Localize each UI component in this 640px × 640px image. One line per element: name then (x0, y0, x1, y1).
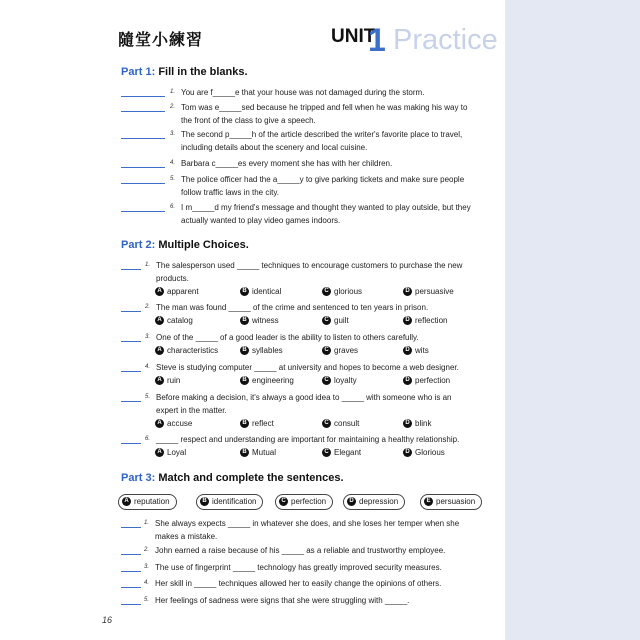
option-text: syllables (252, 346, 283, 355)
part2-q3-text: One of the _____ of a good leader is the ability to listen to others carefully. (156, 333, 419, 342)
part2-q2-text: The man was found _____ of the crime and sentenced to ten years in prison. (156, 303, 429, 312)
part2-q6-answer-blank[interactable] (121, 443, 141, 444)
word-text: persuasion (436, 497, 476, 506)
part2-q1-option[interactable] (240, 287, 281, 296)
side-margin-panel (505, 0, 640, 640)
part1-q2-text: the front of the class to give a speech. (181, 116, 316, 125)
option-text: reflect (252, 419, 274, 428)
part2-q5-answer-blank[interactable] (121, 401, 141, 402)
word-bank-item-persuasion[interactable] (420, 494, 482, 510)
part1-label: Part 1: (121, 66, 156, 78)
word-letter-badge: E (424, 497, 433, 506)
option-letter-badge: C (322, 316, 331, 325)
part3-q4-text: Her skill in _____ techniques allowed her to easily change the opinions of others. (155, 579, 442, 588)
option-text: reflection (415, 316, 448, 325)
option-text: engineering (252, 376, 294, 385)
word-letter-badge: B (200, 497, 209, 506)
option-text: perfection (415, 376, 451, 385)
part2-q5-option[interactable] (240, 419, 274, 428)
word-letter-badge: C (279, 497, 288, 506)
option-letter-badge: C (322, 376, 331, 385)
part2-q3-option[interactable] (322, 346, 358, 355)
option-text: persuasive (415, 287, 454, 296)
part3-q2-text: John earned a raise because of his _____ as a reliable and trustworthy employee. (155, 546, 446, 555)
option-text: apparent (167, 287, 199, 296)
part3-q5-number: 5. (144, 597, 150, 603)
part3-q3-number: 3. (144, 564, 150, 570)
part2-q2-option[interactable] (240, 316, 279, 325)
word-bank-item-depression[interactable] (343, 494, 405, 510)
part2-q1-text: products. (156, 274, 189, 283)
option-text: blink (415, 419, 432, 428)
option-letter-badge: D (403, 316, 412, 325)
part3-label: Part 3: (121, 472, 156, 484)
part1-q1-text: You are f_____e that your house was not damaged during the storm. (181, 88, 425, 97)
option-letter-badge: A (155, 448, 164, 457)
part3-q3-answer-blank[interactable] (121, 571, 141, 572)
option-text: catalog (167, 316, 193, 325)
part3-q4-answer-blank[interactable] (121, 587, 141, 588)
part1-q1-number: 1. (170, 89, 176, 95)
part3-q2-answer-blank[interactable] (121, 554, 141, 555)
part1-q2-text: Tom was e_____sed because he tripped and fell when he was making his way to (181, 103, 468, 112)
option-text: Loyal (167, 448, 187, 457)
part3-heading (121, 472, 344, 484)
option-text: ruin (167, 376, 181, 385)
part2-q3-answer-blank[interactable] (121, 341, 141, 342)
part2-q2-option[interactable] (322, 316, 349, 325)
practice-label: Practice (393, 24, 498, 56)
part2-q1-option[interactable] (403, 287, 454, 296)
part1-q2-answer-blank[interactable] (121, 111, 165, 112)
part2-q2-option[interactable] (403, 316, 447, 325)
part2-q5-text: expert in the matter. (156, 406, 227, 415)
part2-q3-option[interactable] (240, 346, 283, 355)
part2-q1-answer-blank[interactable] (121, 269, 141, 270)
option-text: Mutual (252, 448, 277, 457)
page-number: 16 (102, 615, 113, 625)
word-text: reputation (134, 497, 170, 506)
part2-q5-option[interactable] (403, 419, 431, 428)
part1-q5-answer-blank[interactable] (121, 183, 165, 184)
option-text: accuse (167, 419, 193, 428)
option-text: glorious (334, 287, 363, 296)
part2-q5-text: Before making a decision, it's always a good idea to _____ with someone who is an (156, 393, 452, 402)
part2-q1-number: 1. (145, 262, 151, 268)
part2-q5-option[interactable] (322, 419, 359, 428)
part3-title: Match and complete the sentences. (158, 472, 344, 484)
unit-number: 1 (368, 22, 386, 58)
part2-q4-option[interactable] (403, 376, 450, 385)
part2-q6-option[interactable] (322, 448, 361, 457)
part1-q6-answer-blank[interactable] (121, 211, 165, 212)
part2-q1-option[interactable] (155, 287, 199, 296)
word-text: depression (359, 497, 399, 506)
word-letter-badge: A (122, 497, 131, 506)
part3-q1-answer-blank[interactable] (121, 527, 141, 528)
part2-q6-text: _____ respect and understanding are important for maintaining a healthy relationship. (156, 435, 460, 444)
part1-q6-text: I m_____d my friend's message and thought they wanted to play outside, but they (181, 203, 471, 212)
part2-q1-text: The salesperson used _____ techniques to encourage customers to purchase the new (156, 261, 463, 270)
unit-label: UNIT (331, 26, 376, 47)
option-letter-badge: B (240, 448, 249, 457)
option-text: Elegant (334, 448, 362, 457)
part2-q3-number: 3. (145, 334, 151, 340)
part3-q2-number: 2. (144, 547, 150, 553)
option-letter-badge: B (240, 376, 249, 385)
part3-q3-text: The use of fingerprint _____ technology has greatly improved security measures. (155, 563, 442, 572)
option-letter-badge: C (322, 287, 331, 296)
option-letter-badge: D (403, 376, 412, 385)
option-text: loyalty (334, 376, 357, 385)
part2-q6-number: 6. (145, 436, 151, 442)
part2-q2-answer-blank[interactable] (121, 311, 141, 312)
part1-q2-number: 2. (170, 104, 176, 110)
part2-q2-number: 2. (145, 304, 151, 310)
option-letter-badge: C (322, 419, 331, 428)
option-letter-badge: A (155, 287, 164, 296)
word-text: perfection (291, 497, 327, 506)
option-letter-badge: A (155, 419, 164, 428)
part2-q4-answer-blank[interactable] (121, 371, 141, 372)
part3-q4-number: 4. (144, 580, 150, 586)
part3-q5-text: Her feelings of sadness were signs that she were struggling with _____. (155, 596, 410, 605)
word-bank-item-perfection[interactable] (275, 494, 333, 510)
part2-q5-option[interactable] (155, 419, 192, 428)
part1-q6-text: actually wanted to play video games indoors. (181, 216, 341, 225)
part1-q3-answer-blank[interactable] (121, 138, 165, 139)
part2-q6-option[interactable] (240, 448, 276, 457)
part3-q1-text: She always expects _____ in whatever she does, and she loses her temper when she (155, 519, 460, 528)
option-letter-badge: C (322, 346, 331, 355)
part2-label: Part 2: (121, 239, 156, 251)
part2-q2-option[interactable] (155, 316, 193, 325)
part2-q1-option[interactable] (322, 287, 362, 296)
part1-q4-answer-blank[interactable] (121, 167, 165, 168)
part1-q3-text: The second p_____h of the article described the writer's favorite place to travel, (181, 130, 463, 139)
part1-q4-text: Barbara c_____es every moment she has with her children. (181, 159, 393, 168)
part1-q5-number: 5. (170, 176, 176, 182)
part3-q1-text: makes a mistake. (155, 532, 218, 541)
option-letter-badge: D (403, 287, 412, 296)
part2-q5-number: 5. (145, 394, 151, 400)
option-letter-badge: A (155, 316, 164, 325)
part1-q5-text: The police officer had the a_____y to give parking tickets and make sure people (181, 175, 465, 184)
part1-title: Fill in the blanks. (158, 66, 248, 78)
part1-q3-text: including details about the scenery and local cuisine. (181, 143, 368, 152)
part2-q3-option[interactable] (403, 346, 429, 355)
option-letter-badge: B (240, 287, 249, 296)
part3-q5-answer-blank[interactable] (121, 604, 141, 605)
part2-q4-number: 4. (145, 364, 151, 370)
part2-q6-option[interactable] (155, 448, 186, 457)
part1-q4-number: 4. (170, 160, 176, 166)
option-text: characteristics (167, 346, 219, 355)
option-text: identical (252, 287, 282, 296)
part1-heading (121, 66, 248, 78)
word-bank-item-reputation[interactable] (118, 494, 177, 510)
option-text: guilt (334, 316, 349, 325)
part2-q4-option[interactable] (240, 376, 294, 385)
part2-q6-option[interactable] (403, 448, 445, 457)
option-letter-badge: C (322, 448, 331, 457)
page-title: 隨堂小練習 (118, 30, 204, 49)
part1-q5-text: follow traffic laws in the city. (181, 188, 279, 197)
word-text: identification (212, 497, 257, 506)
option-letter-badge: D (403, 346, 412, 355)
part2-heading (121, 239, 249, 251)
part1-q1-answer-blank[interactable] (121, 96, 165, 97)
part2-q4-option[interactable] (155, 376, 180, 385)
option-letter-badge: B (240, 346, 249, 355)
option-letter-badge: D (403, 419, 412, 428)
option-text: witness (252, 316, 279, 325)
option-letter-badge: D (403, 448, 412, 457)
word-bank-item-identification[interactable] (196, 494, 263, 510)
word-letter-badge: D (347, 497, 356, 506)
option-letter-badge: A (155, 376, 164, 385)
part2-q4-text: Steve is studying computer _____ at university and hopes to become a web designer. (156, 363, 459, 372)
option-text: wits (415, 346, 429, 355)
option-text: consult (334, 419, 360, 428)
part1-q3-number: 3. (170, 131, 176, 137)
part3-q1-number: 1. (144, 520, 150, 526)
part2-title: Multiple Choices. (158, 239, 249, 251)
option-text: Glorious (415, 448, 445, 457)
part2-q3-option[interactable] (155, 346, 218, 355)
option-text: graves (334, 346, 359, 355)
option-letter-badge: A (155, 346, 164, 355)
part2-q4-option[interactable] (322, 376, 357, 385)
option-letter-badge: B (240, 419, 249, 428)
part1-q6-number: 6. (170, 204, 176, 210)
option-letter-badge: B (240, 316, 249, 325)
